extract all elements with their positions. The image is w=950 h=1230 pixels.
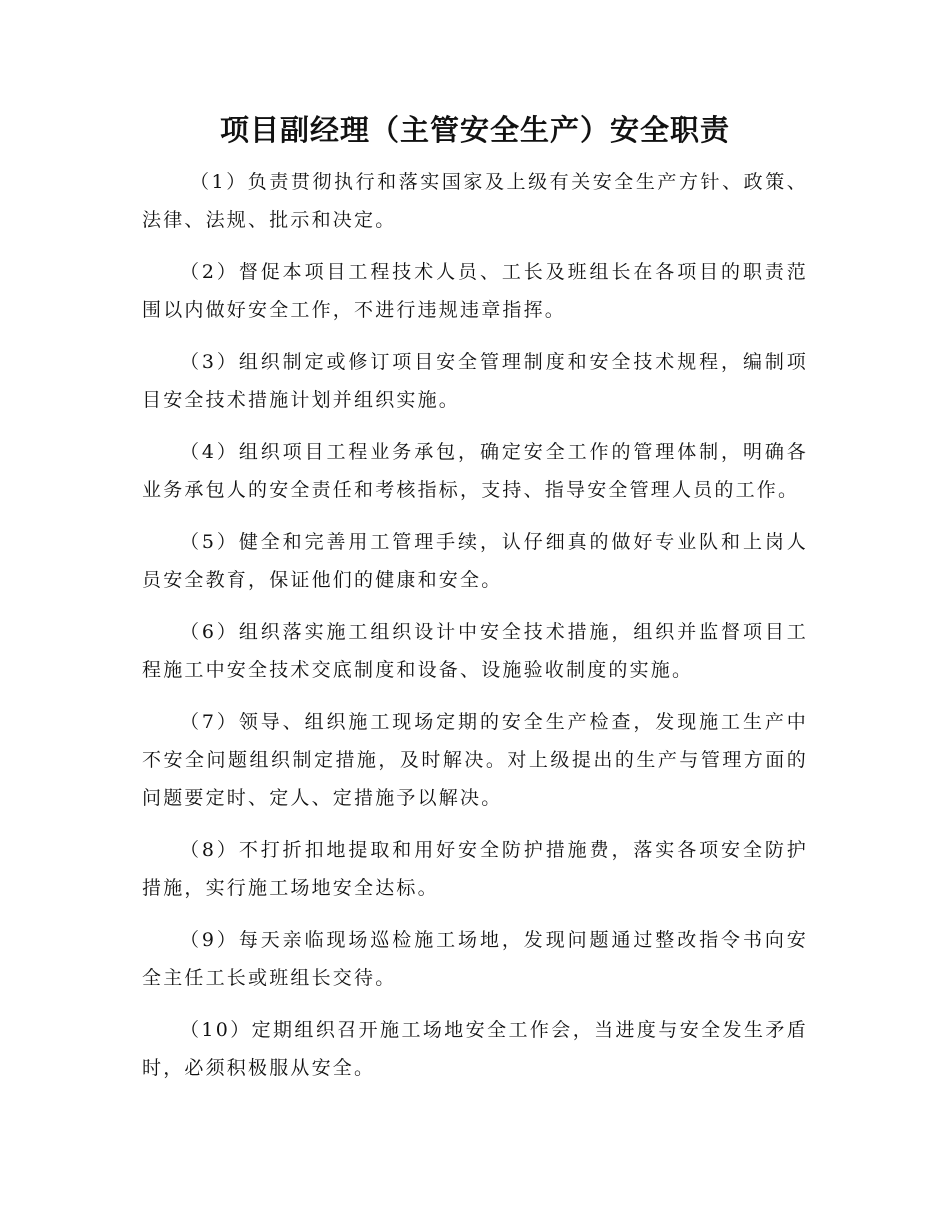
clause-item: （10）定期组织召开施工场地安全工作会，当进度与安全发生矛盾时，必须积极服从安全。 [142,1019,808,1079]
clause-item: （3）组织制定或修订项目安全管理制度和安全技术规程，编制项目安全技术措施计划并组织实施。 [142,351,808,411]
document-title: 项目副经理（主管安全生产）安全职责 [219,113,730,147]
clause-item: （9）每天亲临现场巡检施工场地，发现问题通过整改指令书向安全主任工长或班组长交待。 [142,929,808,989]
clause-item: （6）组织落实施工组织设计中安全技术措施，组织并监督项目工程施工中安全技术交底制度和设备、设施验收制度的实施。 [142,621,808,681]
clause-item: （1）负责贯彻执行和落实国家及上级有关安全生产方针、政策、法律、法规、批示和决定。 [142,171,808,231]
clause-item: （4）组织项目工程业务承包，确定安全工作的管理体制，明确各业务承包人的安全责任和考核指标，支持、指导安全管理人员的工作。 [142,441,808,501]
clause-list [142,163,808,1101]
clause-item: （7）领导、组织施工现场定期的安全生产检查，发现施工生产中不安全问题组织制定措施，及时解决。对上级提出的生产与管理方面的问题要定时、定人、定措施予以解决。 [142,711,808,809]
clause-item: （8）不打折扣地提取和用好安全防护措施费，落实各项安全防护措施，实行施工场地安全达标。 [142,839,808,899]
clause-item: （2）督促本项目工程技术人员、工长及班组长在各项目的职责范围以内做好安全工作，不进行违规违章指挥。 [142,261,808,321]
clause-item: （5）健全和完善用工管理手续，认仔细真的做好专业队和上岗人员安全教育，保证他们的健康和安全。 [142,531,808,591]
